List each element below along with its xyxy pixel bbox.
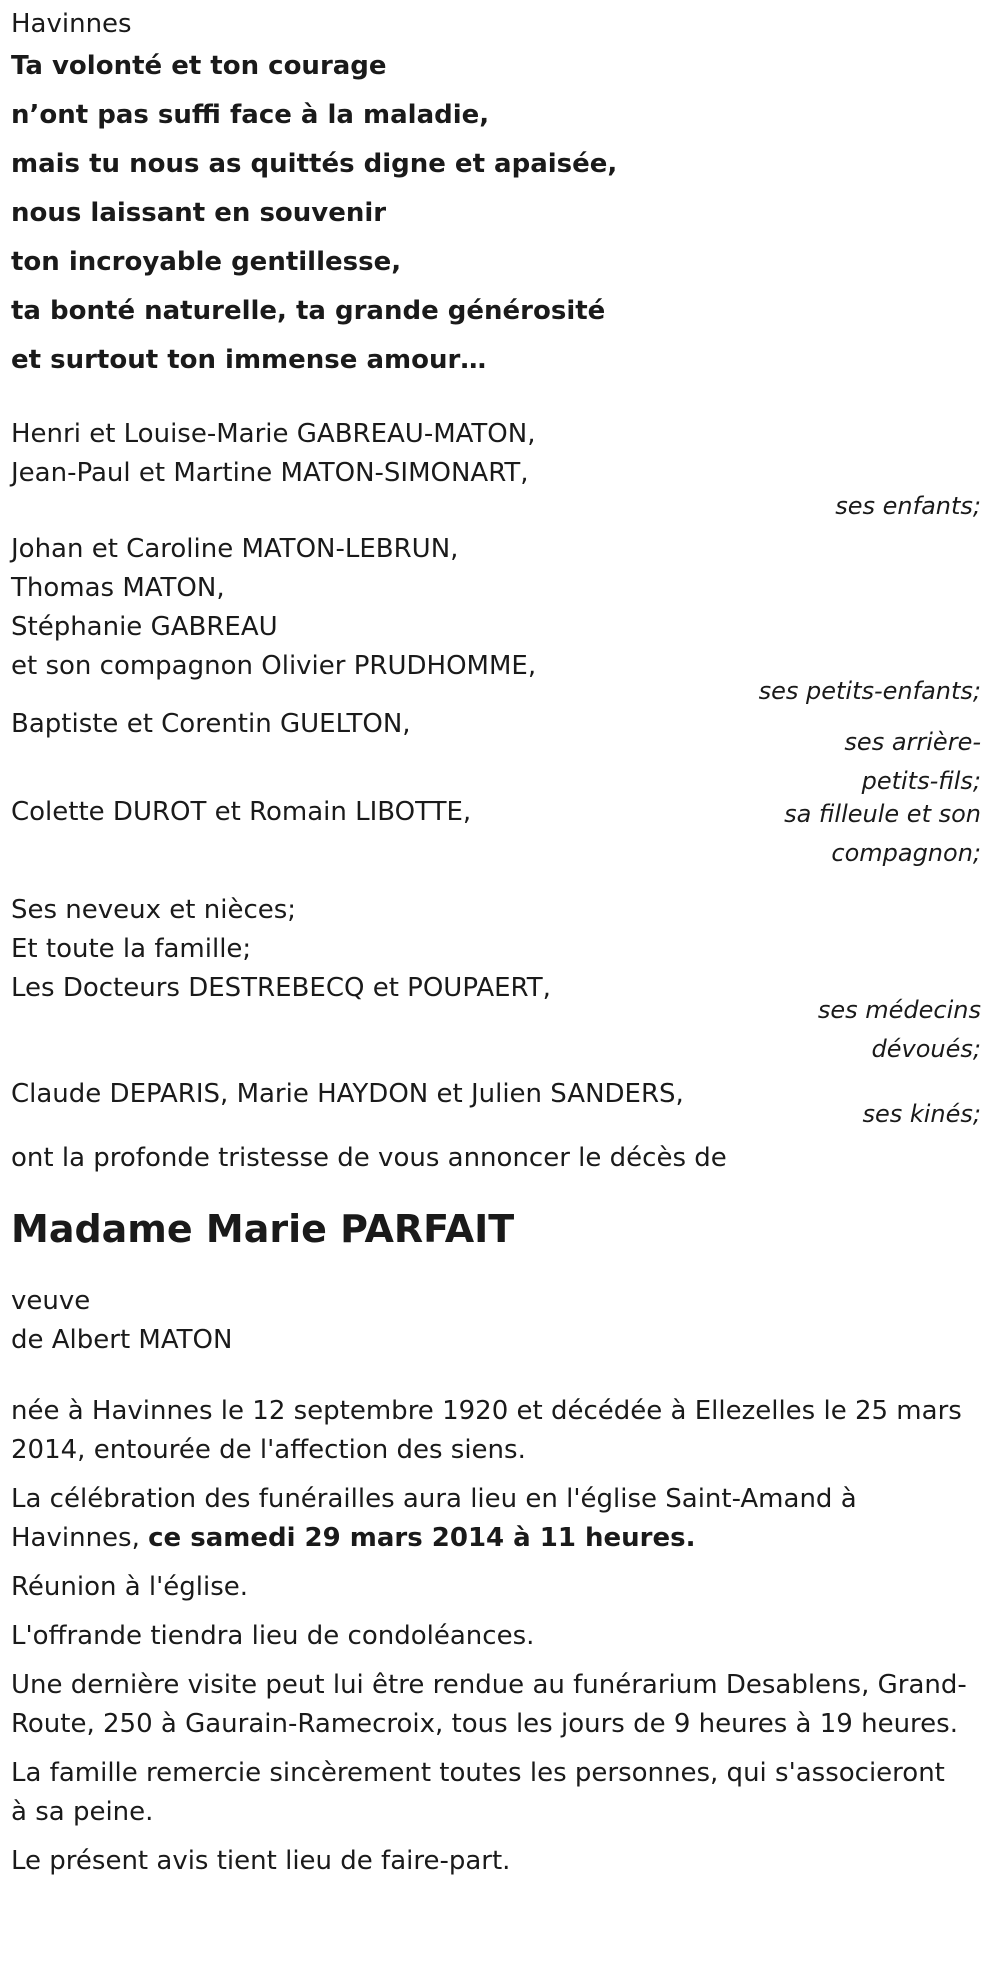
obituary-notice xyxy=(11,0,981,1881)
poem-line: mais tu nous as quittés digne et apaisée, xyxy=(11,149,618,179)
poem xyxy=(11,42,981,385)
relation-label: ses kinés; xyxy=(862,1100,981,1128)
relation-label: sa filleule et son compagnon; xyxy=(784,800,981,867)
family-line: Ses neveux et nièces; xyxy=(11,895,297,925)
poem-line: ton incroyable gentillesse, xyxy=(11,247,402,277)
family-name: Johan et Caroline MATON-LEBRUN, xyxy=(11,534,459,564)
family-name: et son compagnon Olivier PRUDHOMME, xyxy=(11,651,537,681)
thanks-paragraph: La famille remercie sincèrement toutes les personnes, qui s'associeront à sa peine. xyxy=(11,1758,945,1827)
family-name: Henri et Louise-Marie GABREAU-MATON, xyxy=(11,419,536,449)
funeral-date: ce samedi 29 mars 2014 à 11 heures. xyxy=(148,1523,696,1553)
children-group xyxy=(11,415,981,526)
meeting-paragraph: Réunion à l'église. xyxy=(11,1572,249,1602)
poem-line: et surtout ton immense amour… xyxy=(11,345,487,375)
announcement: ont la profonde tristesse de vous annoncer le décès de xyxy=(11,1143,727,1173)
poem-line: ta bonté naturelle, ta grande générosité xyxy=(11,296,606,326)
funeral-paragraph: La célébration des funérailles aura lieu en l'église Saint-Amand à Havinnes, ce samedi 29 mars 2014 à 11 heures. xyxy=(11,1484,857,1553)
offering-paragraph: L'offrande tiendra lieu de condoléances. xyxy=(11,1621,535,1651)
family-name: Les Docteurs DESTREBECQ et POUPAERT, xyxy=(11,973,551,1003)
family-name: Claude DEPARIS, Marie HAYDON et Julien SANDERS, xyxy=(11,1079,684,1109)
family-name: Colette DUROT et Romain LIBOTTE, xyxy=(11,797,472,827)
great-grandchildren-group xyxy=(11,705,981,793)
relation-label: ses enfants; xyxy=(835,492,981,520)
poem-line: nous laissant en souvenir xyxy=(11,198,387,228)
family-name: Baptiste et Corentin GUELTON, xyxy=(11,709,411,739)
deceased-name: Madame Marie PARFAIT xyxy=(11,1207,515,1251)
family-name: Stéphanie GABREAU xyxy=(11,612,278,642)
grandchildren-group xyxy=(11,530,981,711)
family-name: Jean-Paul et Martine MATON-SIMONART, xyxy=(11,458,529,488)
physios-group xyxy=(11,1075,981,1135)
relation-label: ses médecins dévoués; xyxy=(817,996,981,1063)
birth-death-paragraph: née à Havinnes le 12 septembre 1920 et décédée à Ellezelles le 25 mars 2014, entourée de l'affection des siens. xyxy=(11,1396,962,1465)
relation-label: ses petits-enfants; xyxy=(758,677,981,705)
family-name: Thomas MATON, xyxy=(11,573,225,603)
widow-info: veuve de Albert MATON xyxy=(11,1286,233,1355)
doctors-group xyxy=(11,891,981,1075)
poem-line: n’ont pas suffi face à la maladie, xyxy=(11,100,490,130)
goddaughter-group xyxy=(11,793,981,891)
visit-paragraph: Une dernière visite peut lui être rendue au funérarium Desablens, Grand- Route, 250 à Gaurain-Ramecroix, tous les jours de 9 heures à 19 heures. xyxy=(11,1670,967,1739)
relation-label: ses arrière- petits-fils; xyxy=(844,728,981,795)
location: Havinnes xyxy=(11,9,132,39)
poem-line: Ta volonté et ton courage xyxy=(11,51,387,81)
notice-paragraph: Le présent avis tient lieu de faire-part. xyxy=(11,1846,511,1876)
family-line: Et toute la famille; xyxy=(11,934,252,964)
